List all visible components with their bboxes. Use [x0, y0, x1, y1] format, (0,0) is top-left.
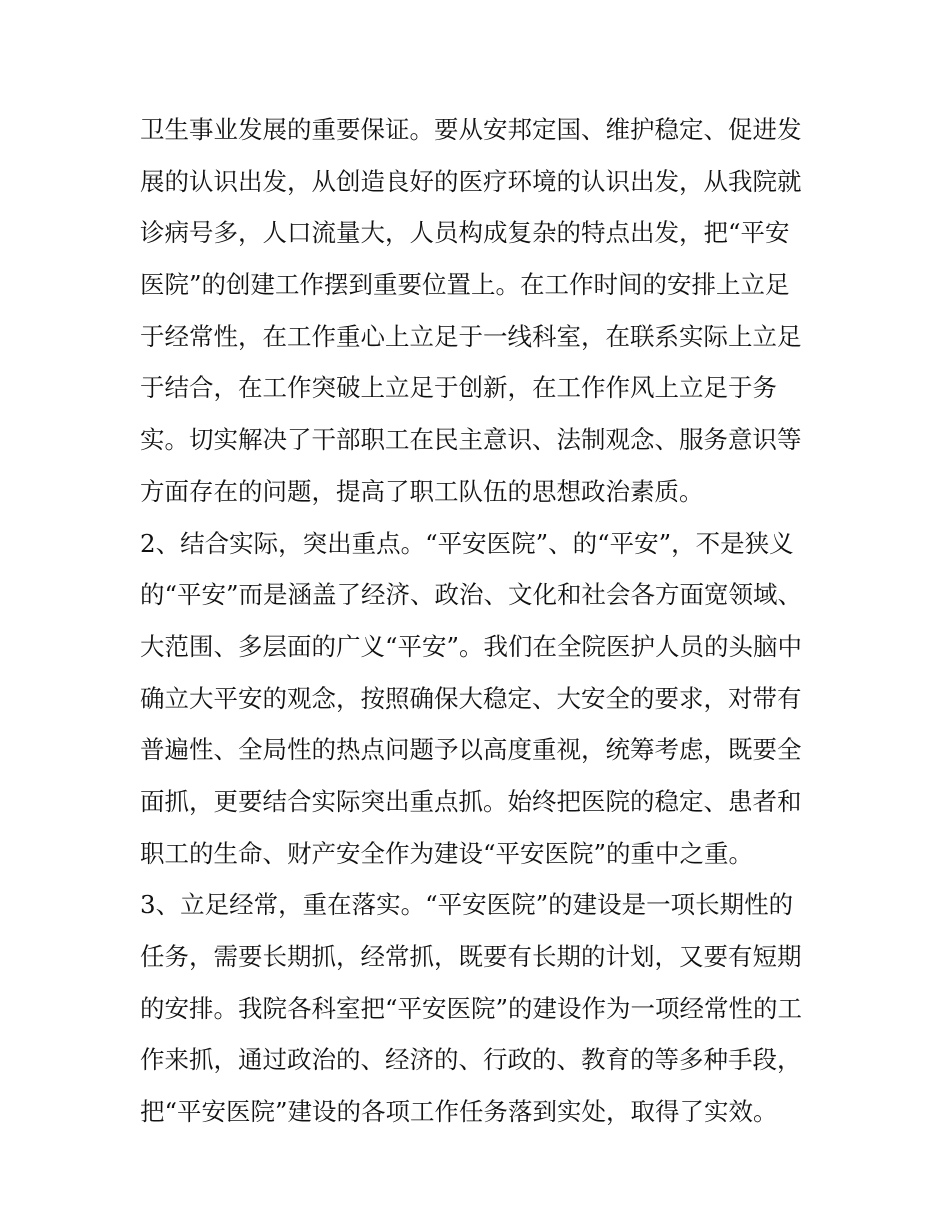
- text-line: 作来抓，通过政治的、经济的、行政的、教育的等多种手段，: [140, 1045, 802, 1075]
- text-line: 展的认识出发，从创造良好的医疗环境的认识出发，从我院就: [140, 166, 802, 196]
- body-text: [140, 104, 820, 1138]
- text-line: 3、立足经常，重在落实。“平安医院”的建设是一项长期性的: [140, 890, 794, 920]
- text-line: 把“平安医院”建设的各项工作任务落到实处，取得了实效。: [140, 1097, 778, 1127]
- text-line: 的“平安”而是涵盖了经济、政治、文化和社会各方面宽领域、: [140, 580, 803, 610]
- text-line: 普遍性、全局性的热点问题予以高度重视，统筹考虑，既要全: [140, 735, 802, 765]
- text-line: 确立大平安的观念，按照确保大稳定、大安全的要求，对带有: [140, 683, 802, 713]
- text-line: 的安排。我院各科室把“平安医院”的建设作为一项经常性的工: [140, 993, 803, 1023]
- text-line: 实。切实解决了干部职工在民主意识、法制观念、服务意识等: [140, 425, 802, 455]
- text-line: 于结合，在工作突破上立足于创新，在工作作风上立足于务: [140, 373, 777, 403]
- text-line: 诊病号多，人口流量大，人员构成复杂的特点出发，把“平安: [140, 218, 790, 248]
- text-line: 职工的生命、财产安全作为建设“平安医院”的重中之重。: [140, 838, 754, 868]
- text-line: 方面存在的问题，提高了职工队伍的思想政治素质。: [140, 476, 704, 506]
- text-line: 大范围、多层面的广义“平安”。我们在全院医护人员的头脑中: [140, 631, 803, 661]
- text-line: 任务，需要长期抓，经常抓，既要有长期的计划，又要有短期: [140, 942, 802, 971]
- text-line: 医院”的创建工作摆到重要位置上。在工作时间的安排上立足: [140, 270, 790, 300]
- text-line: 于经常性，在工作重心上立足于一线科室，在联系实际上立足: [140, 321, 802, 351]
- text-line: 卫生事业发展的重要保证。要从安邦定国、维护稳定、促进发: [140, 115, 802, 144]
- text-line: 面抓，更要结合实际突出重点抓。始终把医院的稳定、患者和: [140, 786, 802, 816]
- text-line: 2、结合实际，突出重点。“平安医院”、的“平安”，不是狭义: [140, 528, 794, 558]
